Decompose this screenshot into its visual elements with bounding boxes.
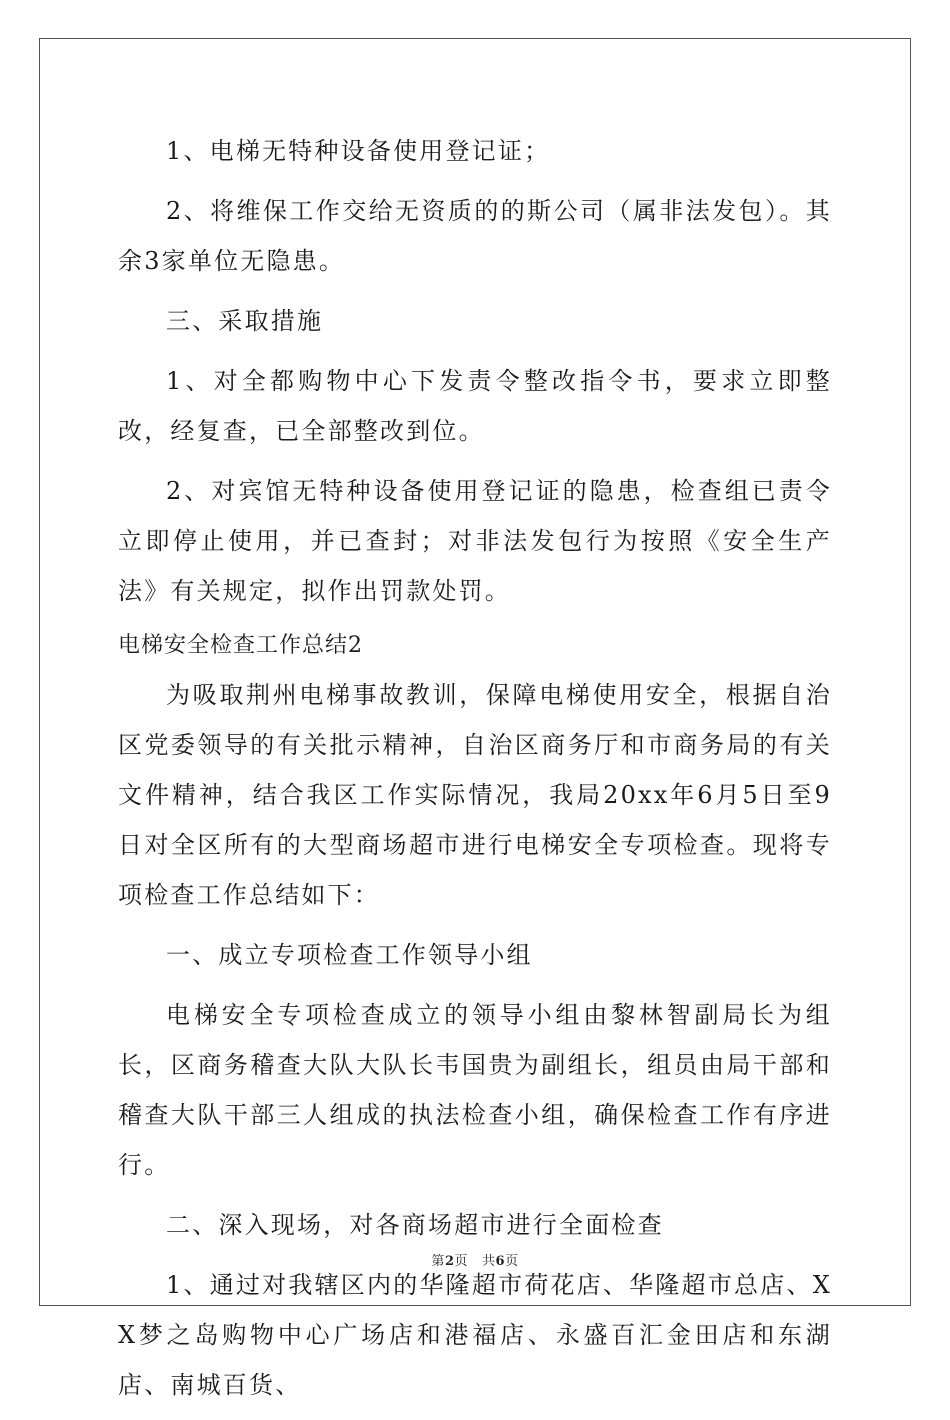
paragraph: 电梯安全专项检查成立的领导小组由黎林智副局长为组长，区商务稽查大队大队长韦国贵为副组长，组员由局干部和稽查大队干部三人组成的执法检查小组，确保检查工作有序进行。: [118, 1001, 832, 1179]
page-unit: 页: [454, 1254, 468, 1269]
total-page-number: 6: [495, 1254, 506, 1269]
current-page-number: 2: [444, 1254, 455, 1269]
paragraph: 2、将维保工作交给无资质的的斯公司（属非法发包）。其余3家单位无隐患。: [118, 197, 832, 275]
paragraph: 为吸取荆州电梯事故教训，保障电梯使用安全，根据自治区党委领导的有关批示精神，自治区商务厅和市商务局的有关文件精神，结合我区工作实际情况，我局20xx年6月5日至9日对全区所有的大型商场超市进行电梯安全专项检查。现将专项检查工作总结如下：: [118, 681, 832, 909]
page-footer: [0, 1250, 950, 1269]
paragraph: 2、对宾馆无特种设备使用登记证的隐患，检查组已责令立即停止使用，并已查封；对非法发包行为按照《安全生产法》有关规定，拟作出罚款处罚。: [118, 477, 832, 605]
section-heading: 二、深入现场，对各商场超市进行全面检查: [166, 1211, 664, 1239]
total-prefix: 共: [482, 1254, 496, 1269]
paragraph: 1、对全都购物中心下发责令整改指令书，要求立即整改，经复查，已全部整改到位。: [118, 367, 832, 445]
page-prefix: 第: [431, 1254, 445, 1269]
section-heading: 一、成立专项检查工作领导小组: [166, 941, 533, 969]
total-unit: 页: [505, 1254, 519, 1269]
paragraph: 1、电梯无特种设备使用登记证；: [166, 137, 551, 165]
document-body: [118, 126, 832, 1420]
paragraph: 1、通过对我辖区内的华隆超市荷花店、华隆超市总店、XX梦之岛购物中心广场店和港福店、永盛百汇金田店和东湖店、南城百货、: [118, 1271, 832, 1399]
document-section-title: 电梯安全检查工作总结2: [118, 633, 363, 658]
section-heading: 三、采取措施: [166, 307, 324, 335]
